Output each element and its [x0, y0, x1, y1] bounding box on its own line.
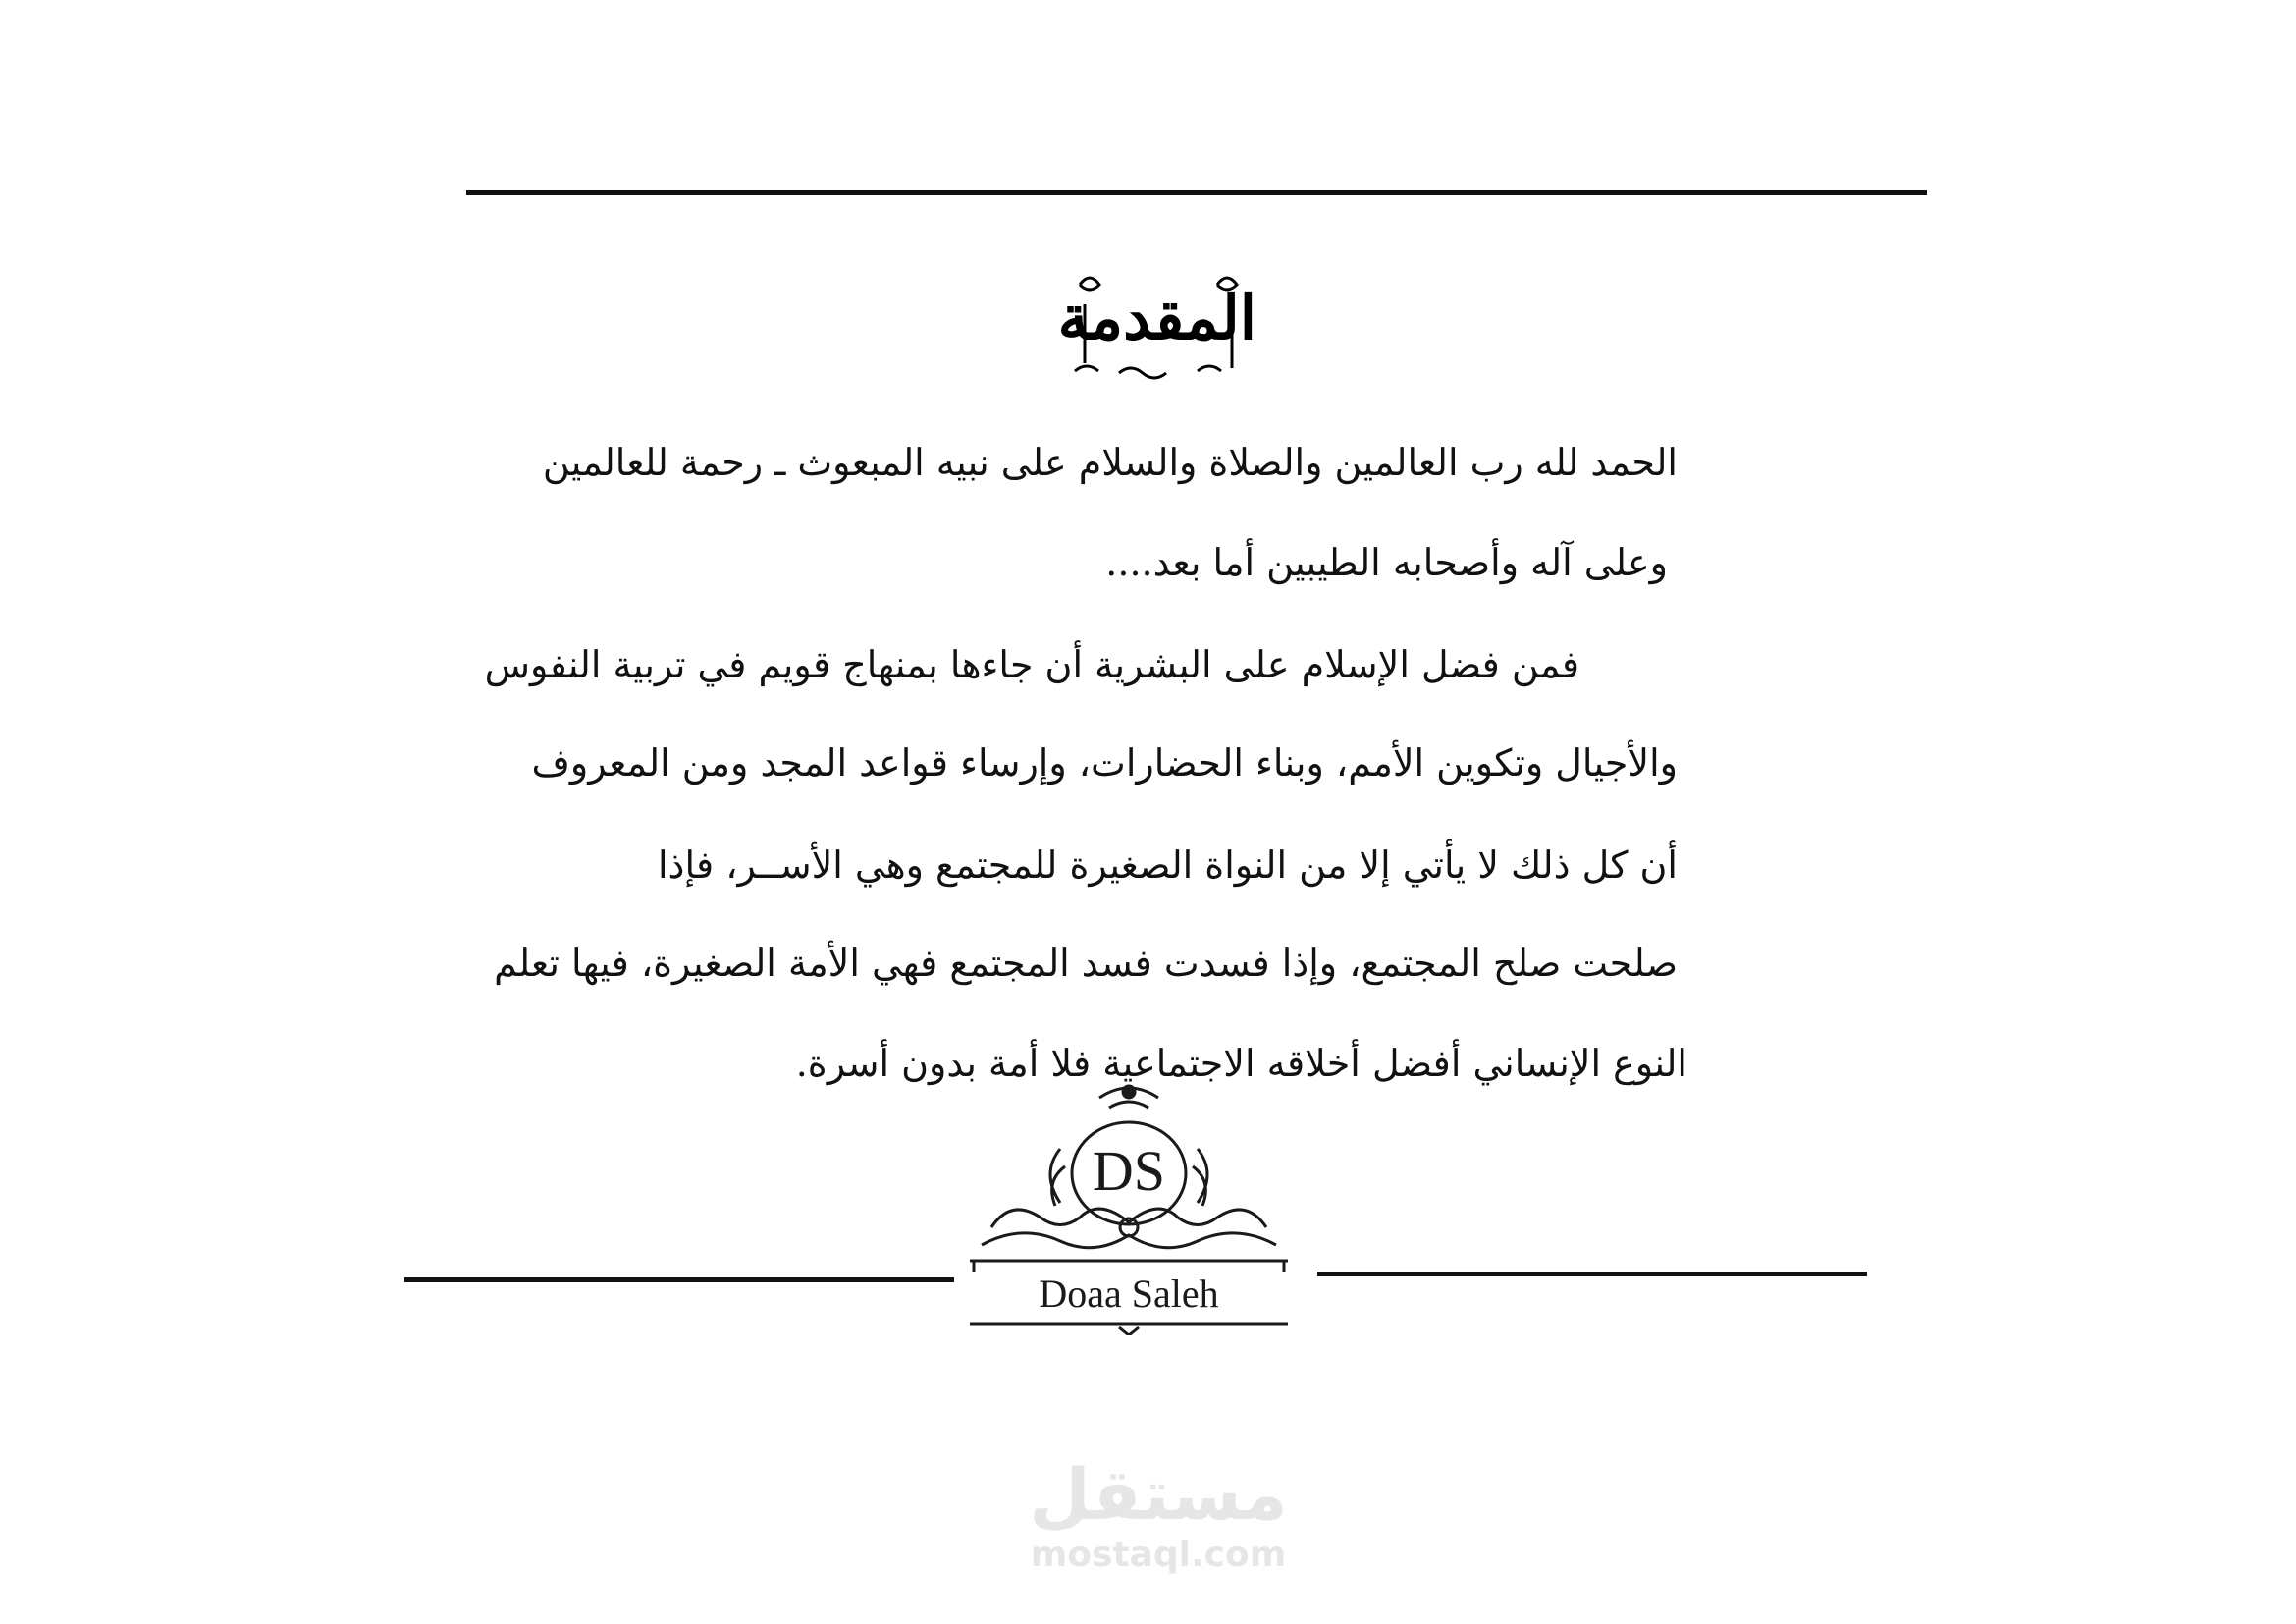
- text-line-7: النوع الإنساني أفضل أخلاقه الاجتماعية فلا أمة بدون أسرة.: [795, 1042, 1687, 1085]
- text-line-5: أن كل ذلك لا يأتي إلا من النواة الصغيرة للمجتمع وهي الأســر، فإذا: [657, 843, 1678, 887]
- text-line-2: وعلى آله وأصحابه الطيبين أما بعد....: [1105, 541, 1668, 584]
- logo-monogram: DS: [1092, 1139, 1166, 1203]
- watermark-logo-text: مستقل: [1029, 1453, 1288, 1536]
- brand-logo: [962, 1080, 1296, 1335]
- text-line-3: فمن فضل الإسلام على البشرية أن جاءها بمنهاج قويم في تربية النفوس: [484, 643, 1579, 686]
- top-divider: [466, 190, 1927, 195]
- bottom-divider-right: [1317, 1272, 1867, 1276]
- logo-name: Doaa Saleh: [1039, 1272, 1219, 1316]
- text-line-1: الحمد لله رب العالمين والصلاة والسلام على نبيه المبعوث ـ رحمة للعالمين: [542, 441, 1678, 484]
- watermark-url: mostaql.com: [1030, 1535, 1287, 1575]
- bottom-divider-left: [404, 1277, 954, 1282]
- section-heading: [1057, 265, 1256, 383]
- text-line-4: والأجيال وتكوين الأمم، وبناء الحضارات، وإرساء قواعد المجد ومن المعروف: [531, 741, 1678, 785]
- text-line-6: صلحت صلح المجتمع، وإذا فسدت فسد المجتمع فهي الأمة الصغيرة، فيها تعلم: [494, 942, 1678, 985]
- mostaql-watermark: [1001, 1453, 1315, 1591]
- heading-title: المقدمة: [1057, 282, 1256, 353]
